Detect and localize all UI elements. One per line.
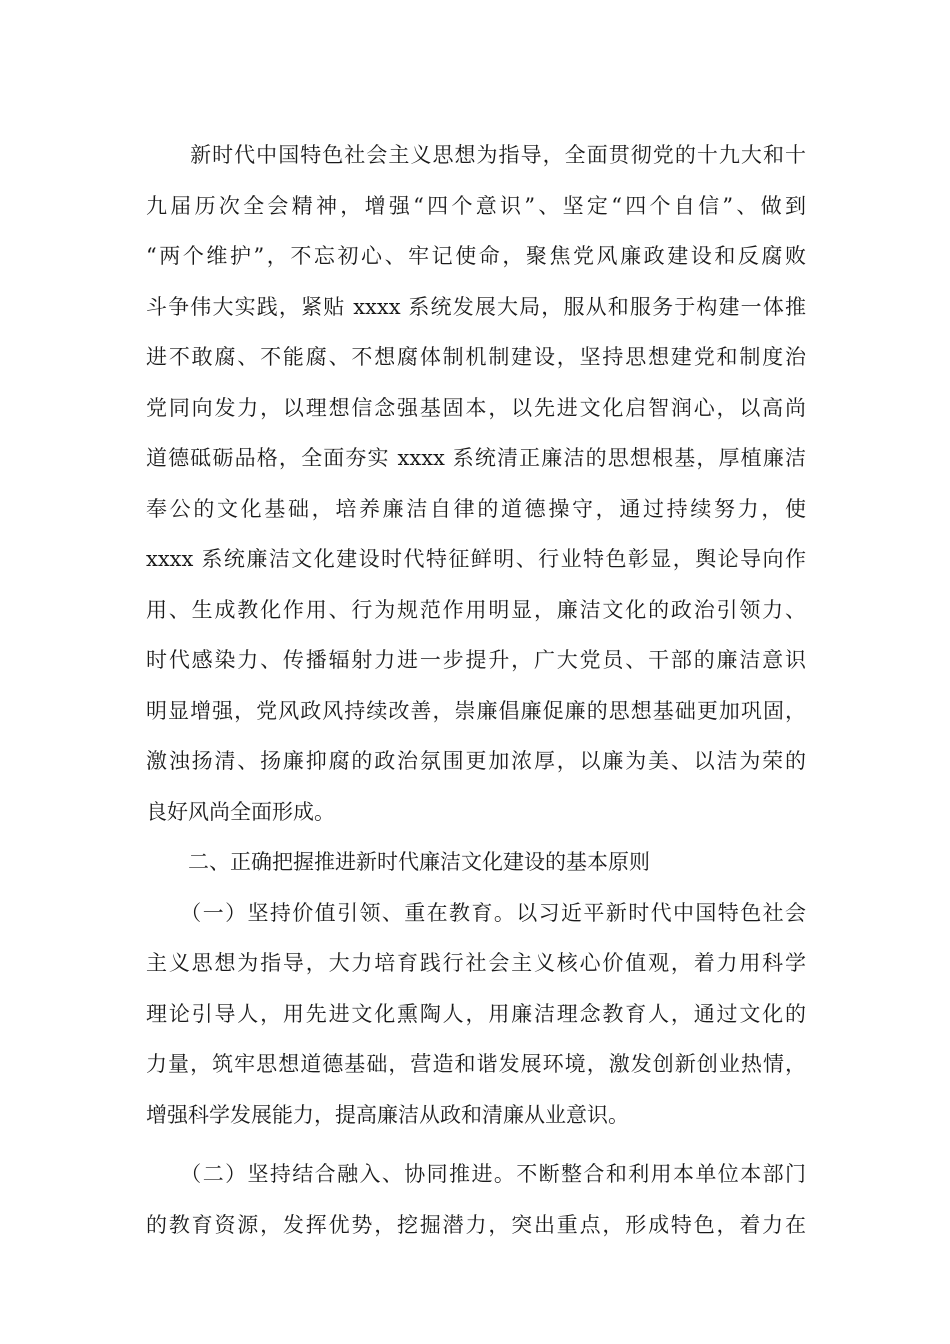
text-line: 力量，筑牢思想道德基础，营造和谐发展环境，激发创新创业热情， [146, 1052, 806, 1076]
section-heading-principles [146, 837, 806, 888]
paragraph-goal [146, 130, 806, 837]
text-line: 进不敢腐、不能腐、不想腐体制机制建设，坚持思想建党和制度治 [146, 345, 806, 369]
text-line: 主义思想为指导，大力培育践行社会主义核心价值观，着力用科学 [146, 951, 806, 975]
paragraph-spacer [146, 1140, 806, 1149]
heading-line: 二、正确把握推进新时代廉洁文化建设的基本原则 [146, 850, 650, 874]
text-line: 斗争伟大实践，紧贴 xxxx 系统发展大局，服从和服务于构建一体推 [146, 294, 806, 319]
text-line: 党同向发力，以理想信念强基固本，以先进文化启智润心，以高尚 [146, 395, 806, 420]
text-line: 的教育资源，发挥优势，挖掘潜力，突出重点，形成特色，着力在 [146, 1212, 806, 1237]
text-line: 理论引导人，用先进文化熏陶人，用廉洁理念教育人，通过文化的 [146, 1001, 806, 1026]
text-line: 道德砥砺品格，全面夯实 xxxx 系统清正廉洁的思想根基，厚植廉洁 [146, 446, 806, 470]
text-line: 新时代中国特色社会主义思想为指导，全面贯彻党的十九大和十 [146, 143, 806, 167]
text-line: 明显增强，党风政风持续改善，崇廉倡廉促廉的思想基础更加巩固， [146, 698, 806, 723]
text-line: xxxx 系统廉洁文化建设时代特征鲜明、行业特色彰显，舆论导向作 [146, 547, 806, 571]
paragraph-principle-2 [146, 1149, 806, 1250]
document-body [146, 130, 806, 1250]
text-line: “两个维护”，不忘初心、牢记使命，聚焦党风廉政建设和反腐败 [146, 244, 806, 268]
text-line: （一）坚持价值引领、重在教育。以习近平新时代中国特色社会 [146, 900, 806, 925]
text-line: （二）坚持结合融入、协同推进。不断整合和利用本单位本部门 [146, 1162, 806, 1186]
text-line: 增强科学发展能力，提高廉洁从政和清廉从业意识。 [146, 1102, 629, 1127]
text-line: 良好风尚全面形成。 [146, 799, 335, 824]
text-line: 九届历次全会精神，增强“四个意识”、坚定“四个自信”、做到 [146, 193, 806, 218]
paragraph-principle-1 [146, 888, 806, 1141]
text-line: 激浊扬清、扬廉抑腐的政治氛围更加浓厚，以廉为美、以洁为荣的 [146, 749, 806, 773]
text-line: 时代感染力、传播辐射力进一步提升，广大党员、干部的廉洁意识 [146, 648, 806, 672]
text-line: 用、生成教化作用、行为规范作用明显，廉洁文化的政治引领力、 [146, 597, 806, 622]
text-line: 奉公的文化基础，培养廉洁自律的道德操守，通过持续努力，使 [146, 496, 806, 521]
